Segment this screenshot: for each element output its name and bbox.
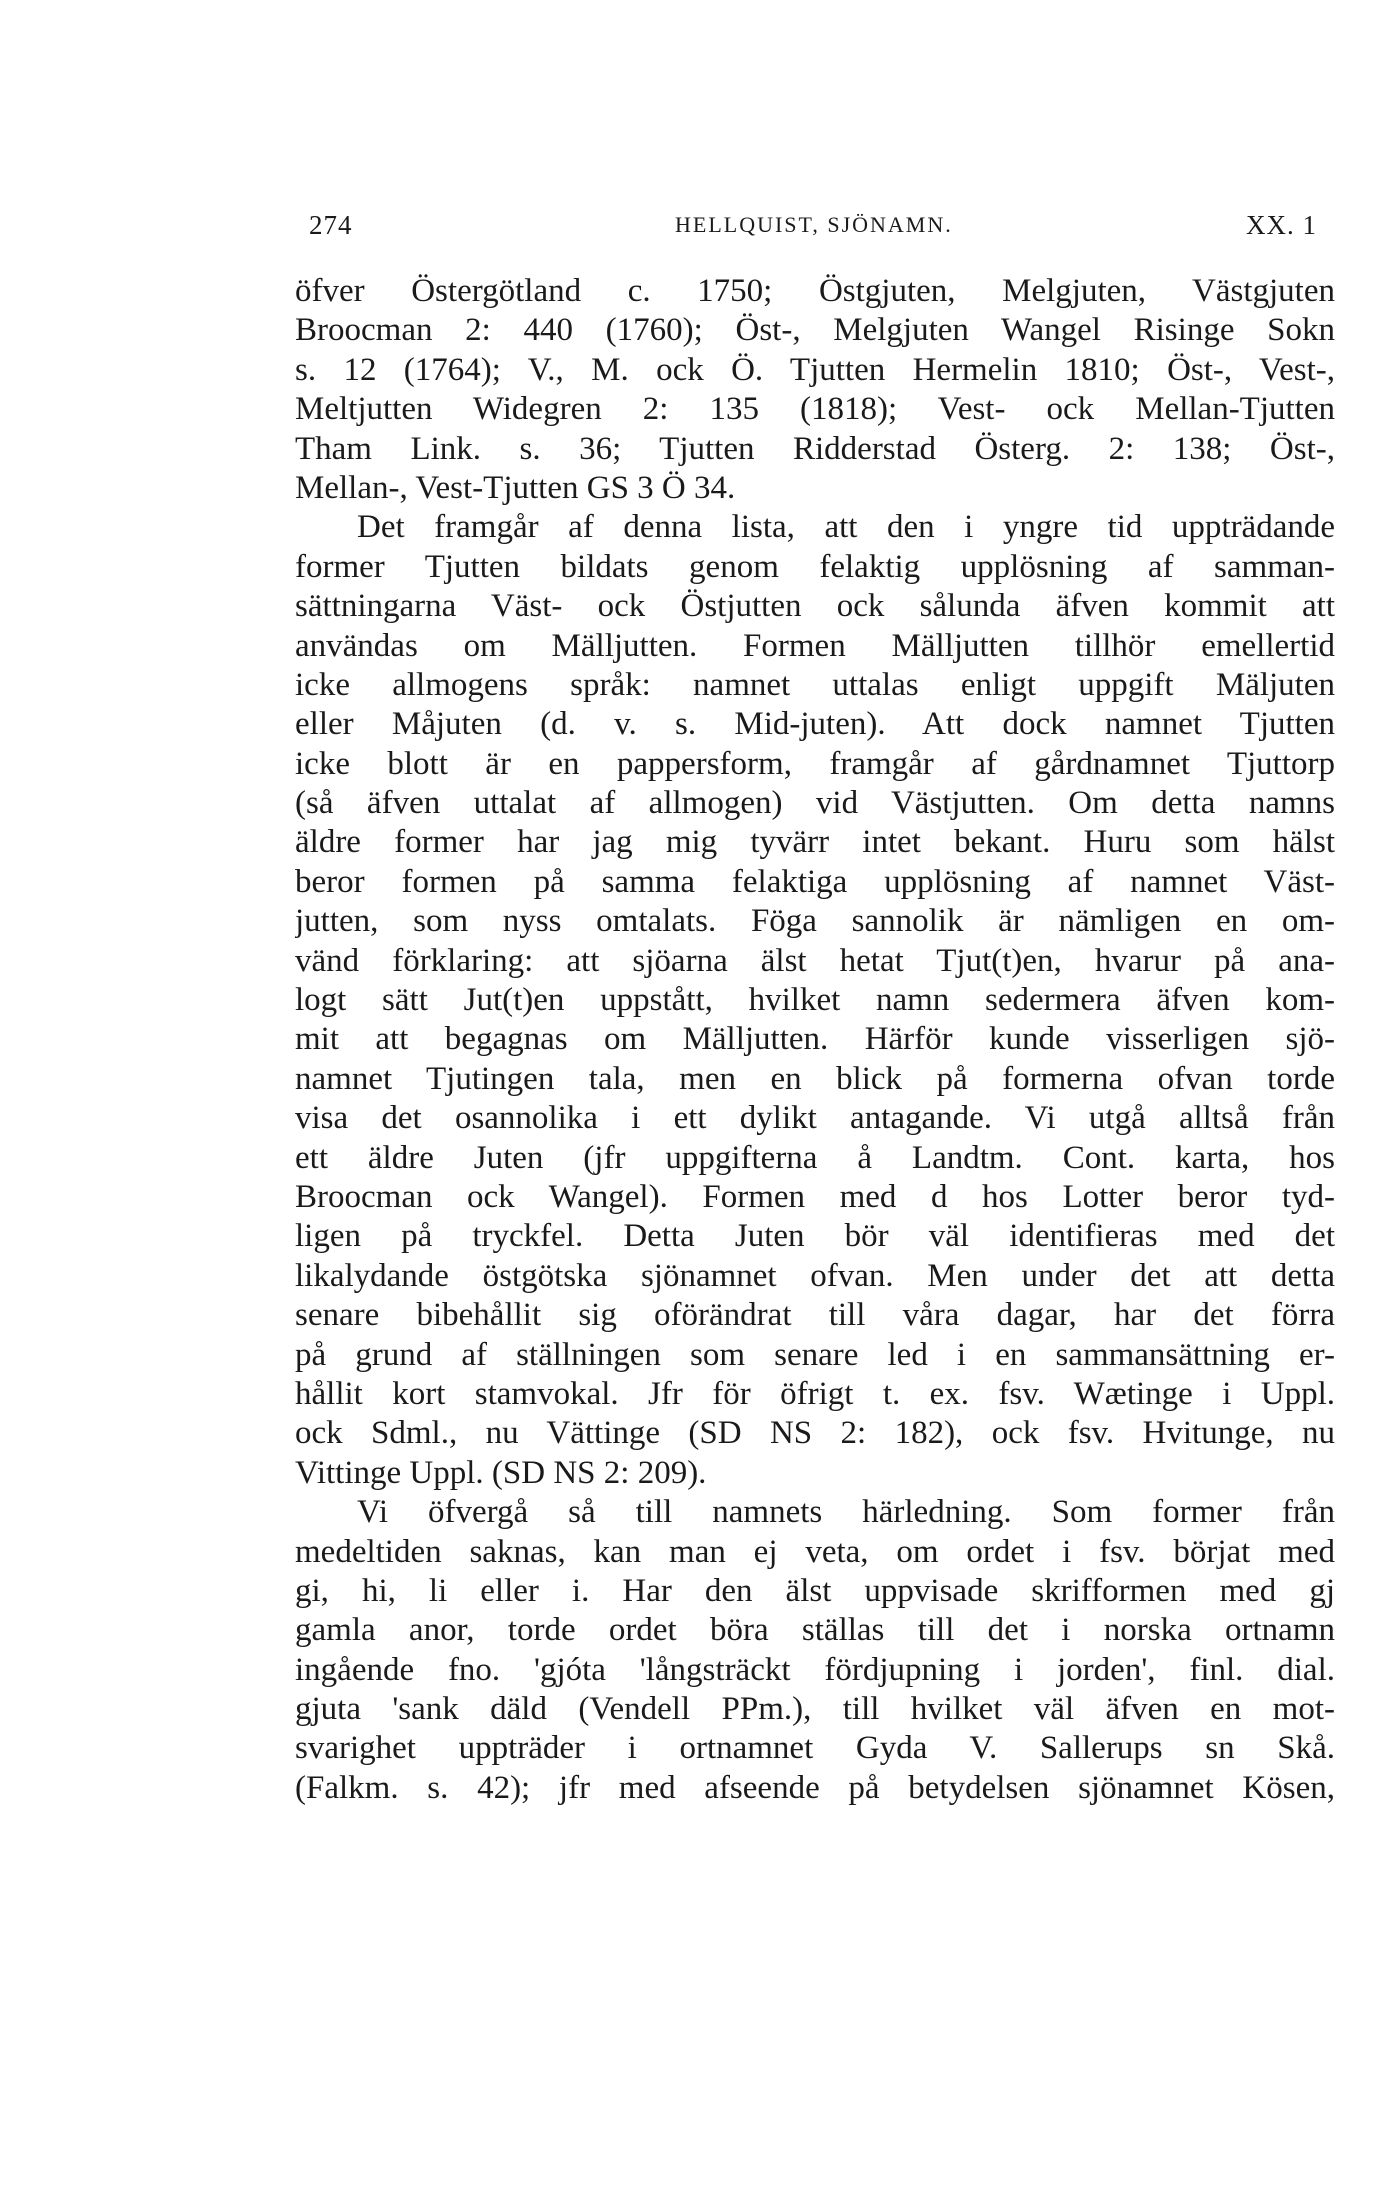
text-line: likalydande östgötska sjönamnet ofvan. Men under det att detta bbox=[295, 1257, 1335, 1294]
text-line: svarighet uppträder i ortnamnet Gyda V. Sallerups sn Skå. bbox=[295, 1730, 1335, 1767]
text-line: vänd förklaring: att sjöarna älst hetat Tjut(t)en, hvarur på ana- bbox=[295, 942, 1335, 979]
text-line: icke allmogens språk: namnet uttalas enligt uppgift Mäljuten bbox=[295, 666, 1335, 703]
text-line: (så äfven uttalat af allmogen) vid Västjutten. Om detta namns bbox=[295, 785, 1335, 822]
text-line: öfver Östergötland c. 1750; Östgjuten, Melgjuten, Västgjuten bbox=[295, 273, 1335, 309]
text-line: på grund af ställningen som senare led i en sammansättning er- bbox=[295, 1336, 1335, 1373]
page-header bbox=[295, 210, 1335, 250]
text-line: namnet Tjutingen tala, men en blick på formerna ofvan torde bbox=[295, 1060, 1335, 1097]
page-body bbox=[295, 272, 1335, 1808]
text-line: logt sätt Jut(t)en uppstått, hvilket namn sedermera äfven kom- bbox=[295, 982, 1335, 1019]
text-line: användas om Mälljutten. Formen Mälljutten tillhör emellertid bbox=[295, 627, 1335, 664]
text-line: hållit kort stamvokal. Jfr för öfrigt t. ex. fsv. Wætinge i Uppl. bbox=[295, 1375, 1335, 1412]
text-line: s. 12 (1764); V., M. ock Ö. Tjutten Hermelin 1810; Öst-, Vest-, bbox=[295, 351, 1335, 388]
text-line: gjuta 'sank däld (Vendell PPm.), till hvilket väl äfven en mot- bbox=[295, 1691, 1335, 1728]
text-line: (Falkm. s. 42); jfr med afseende på betydelsen sjönamnet Kösen, bbox=[295, 1769, 1335, 1806]
text-line: äldre former har jag mig tyvärr intet bekant. Huru som hälst bbox=[295, 824, 1335, 861]
text-line: former Tjutten bildats genom felaktig upplösning af samman- bbox=[295, 548, 1335, 585]
page-number: 274 bbox=[309, 210, 353, 240]
text-line: mit att begagnas om Mälljutten. Härför kunde visserligen sjö- bbox=[295, 1021, 1335, 1058]
text-line: gamla anor, torde ordet böra ställas till det i norska ortnamn bbox=[295, 1612, 1335, 1649]
text-line: ingående fno. 'gjóta 'långsträckt fördjupning i jorden', finl. dial. bbox=[295, 1651, 1335, 1688]
text-line: sättningarna Väst- ock Östjutten ock sålunda äfven kommit att bbox=[295, 588, 1335, 625]
text-line: Vi öfvergå så till namnets härledning. Som former från bbox=[357, 1494, 1335, 1531]
section-number: XX. 1 bbox=[1246, 210, 1317, 240]
text-line: Broocman ock Wangel). Formen med d hos Lotter beror tyd- bbox=[295, 1178, 1335, 1215]
text-line: Det framgår af denna lista, att den i yngre tid uppträdande bbox=[357, 509, 1335, 546]
text-line: Mellan-, Vest-Tjutten GS 3 Ö 34. bbox=[295, 469, 736, 506]
text-line: eller Måjuten (d. v. s. Mid-juten). Att dock namnet Tjutten bbox=[295, 706, 1335, 743]
text-line: jutten, som nyss omtalats. Föga sannolik är nämligen en om- bbox=[295, 903, 1335, 940]
text-line: gi, hi, li eller i. Har den älst uppvisade skrifformen med gj bbox=[295, 1572, 1335, 1609]
text-line: Tham Link. s. 36; Tjutten Ridderstad Österg. 2: 138; Öst-, bbox=[295, 430, 1335, 467]
text-line: beror formen på samma felaktiga upplösning af namnet Väst- bbox=[295, 863, 1335, 900]
running-title: HELLQUIST, SJÖNAMN. bbox=[675, 212, 953, 237]
text-line: Vittinge Uppl. (SD NS 2: 209). bbox=[295, 1454, 707, 1491]
text-line: senare bibehållit sig oförändrat till våra dagar, har det förra bbox=[295, 1297, 1335, 1334]
text-line: ligen på tryckfel. Detta Juten bör väl identifieras med det bbox=[295, 1218, 1335, 1255]
text-line: ock Sdml., nu Vättinge (SD NS 2: 182), ock fsv. Hvitunge, nu bbox=[295, 1415, 1335, 1452]
text-line: icke blott är en pappersform, framgår af gårdnamnet Tjuttorp bbox=[295, 745, 1335, 782]
text-line: medeltiden saknas, kan man ej veta, om ordet i fsv. börjat med bbox=[295, 1533, 1335, 1570]
text-line: Meltjutten Widegren 2: 135 (1818); Vest- ock Mellan-Tjutten bbox=[295, 391, 1335, 428]
text-line: ett äldre Juten (jfr uppgifterna å Landtm. Cont. karta, hos bbox=[295, 1139, 1335, 1176]
book-page bbox=[295, 210, 1335, 1808]
text-line: Broocman 2: 440 (1760); Öst-, Melgjuten Wangel Risinge Sokn bbox=[295, 312, 1335, 349]
text-line: visa det osannolika i ett dylikt antagande. Vi utgå alltså från bbox=[295, 1100, 1335, 1137]
